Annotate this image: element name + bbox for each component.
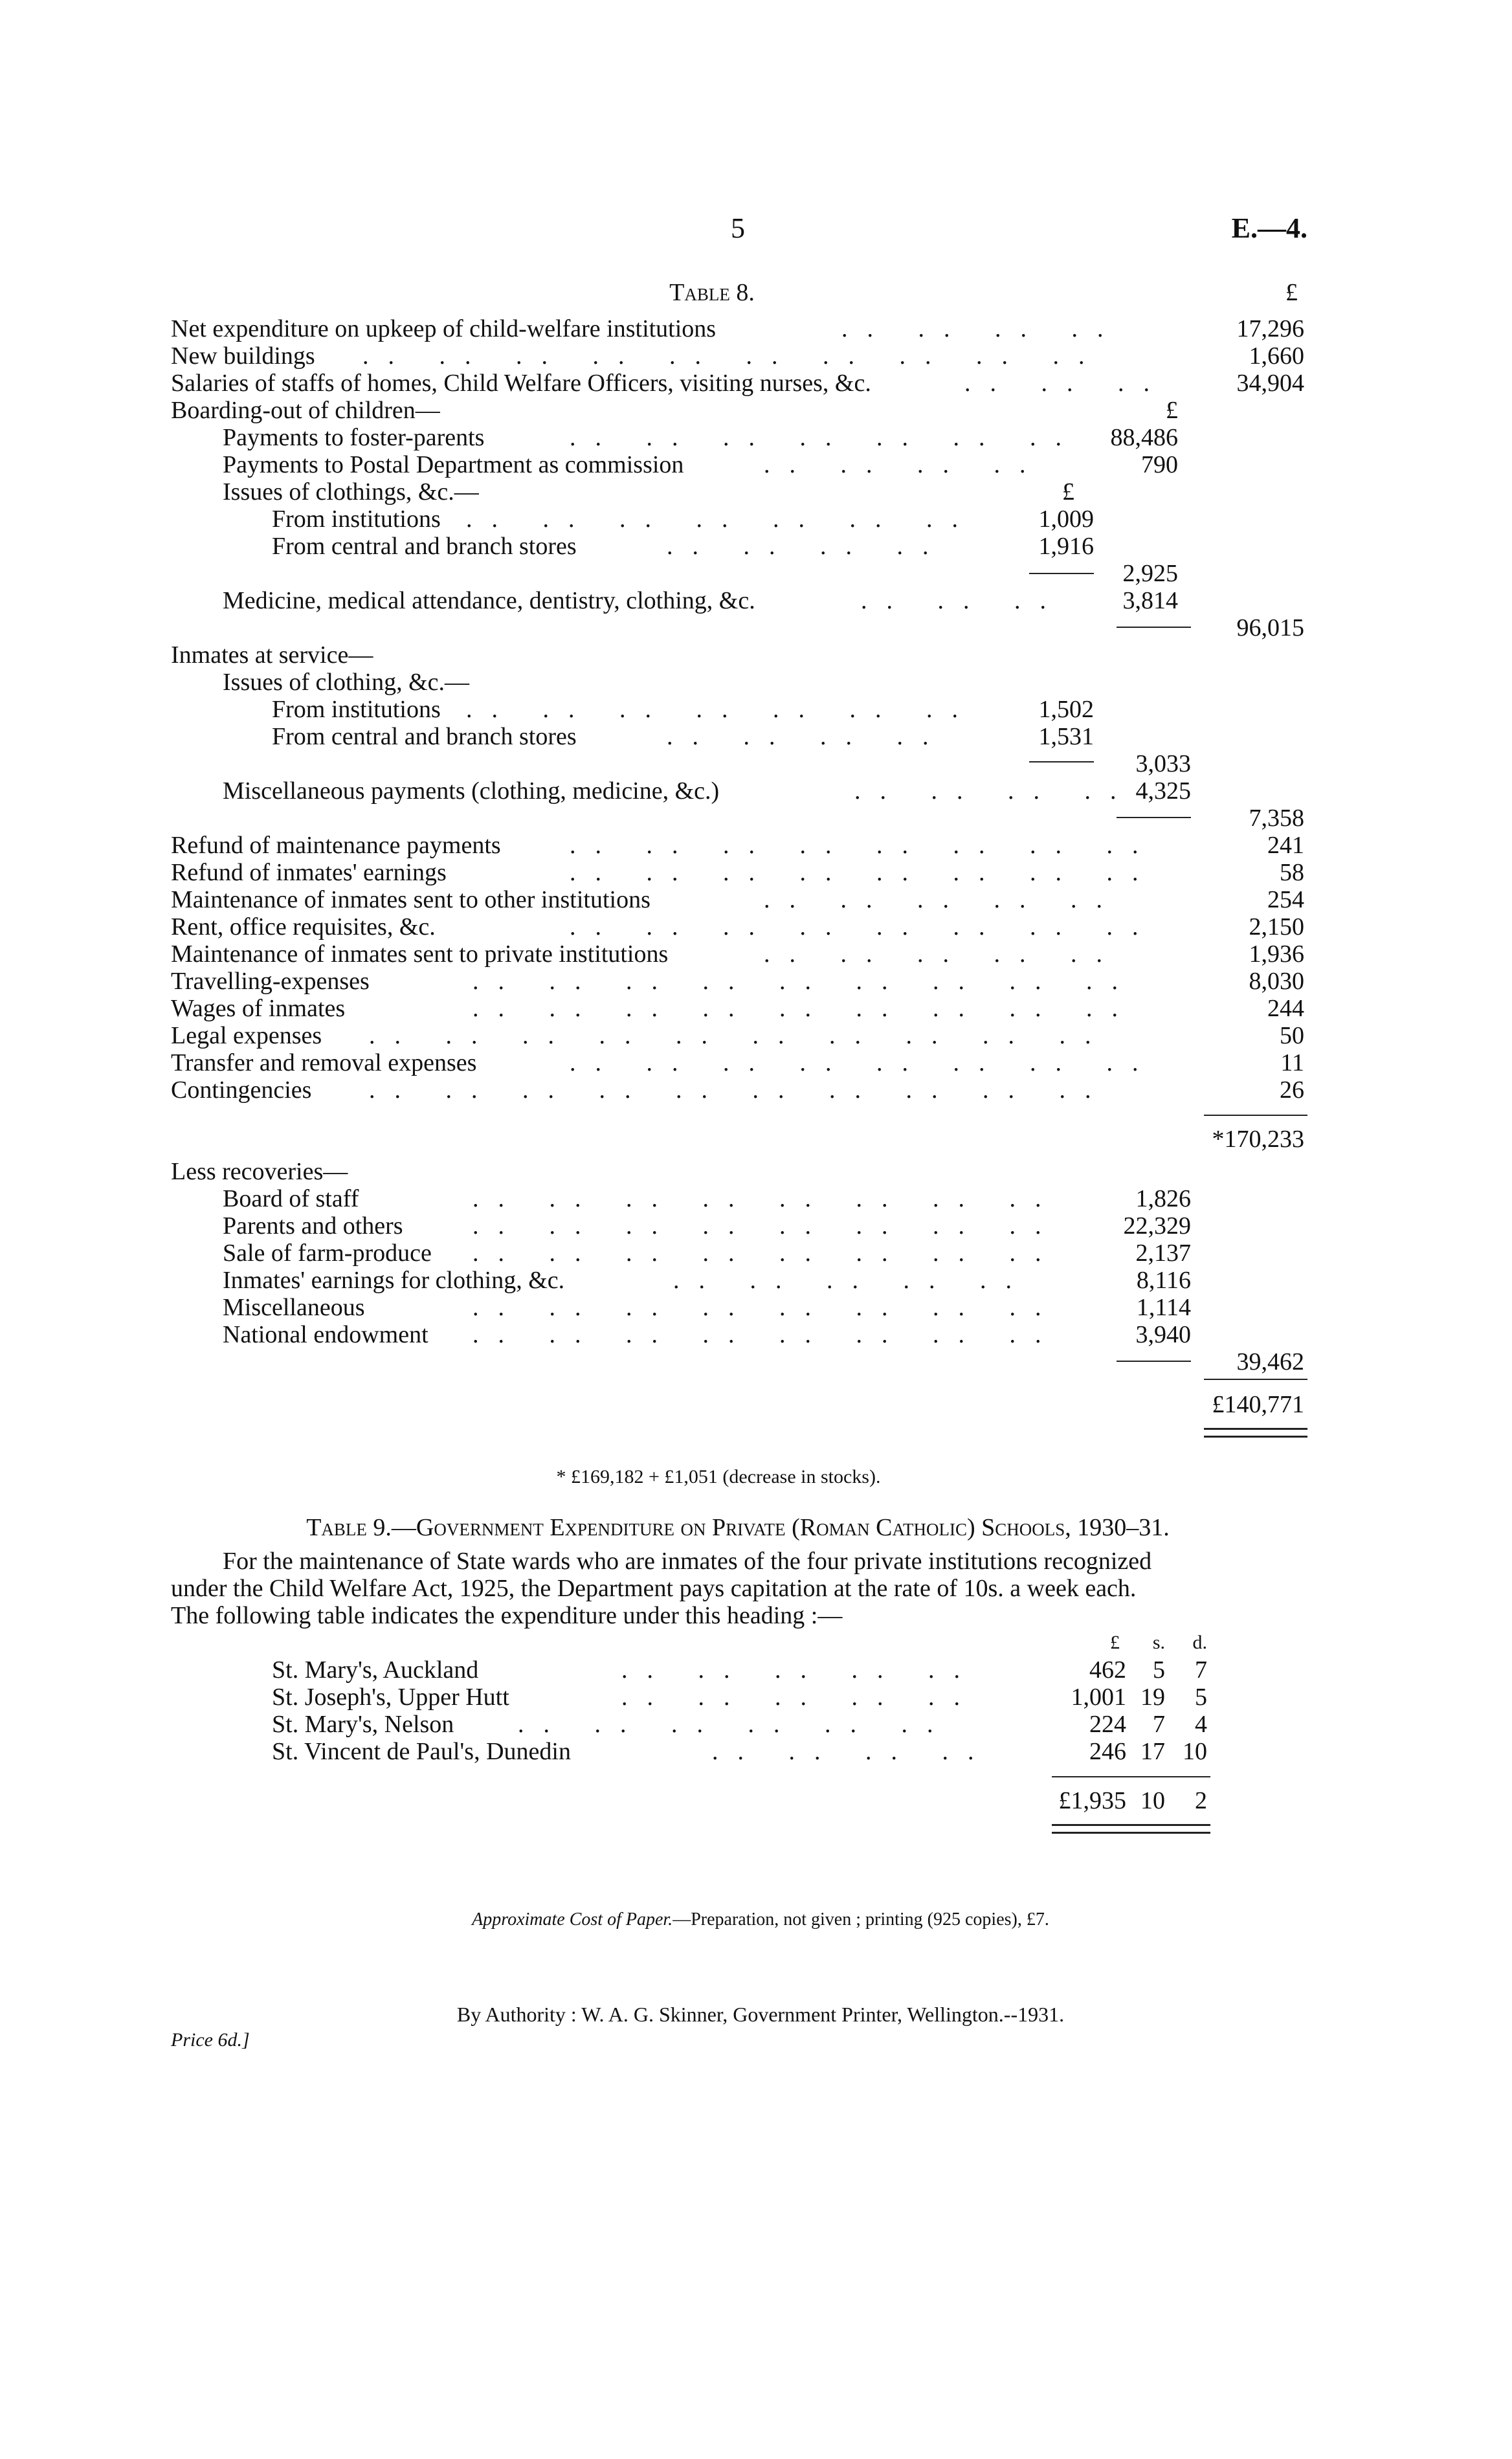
table-8-title: Table 8. (669, 279, 755, 306)
shillings-value: 5 (1153, 1656, 1165, 1684)
row-amount: 790 (1141, 451, 1178, 478)
leader-dots: .. .. .. .. .. .. .. .. (570, 859, 1158, 886)
total-pence: 2 (1195, 1787, 1207, 1814)
section-total: 96,015 (1236, 614, 1304, 641)
school-label: St. Joseph's, Upper Hutt (272, 1684, 509, 1711)
row-amount: 1,502 (1038, 696, 1094, 723)
leader-dots: .. .. .. .. .. (764, 940, 1122, 968)
leader-dots: .. .. .. .. .. .. .. .. (472, 1185, 1061, 1212)
row-label: Maintenance of inmates sent to other institutions (171, 886, 650, 913)
authority-line: By Authority : W. A. G. Skinner, Government Printer, Wellington.--1931. (456, 2003, 1065, 2026)
row-label: New buildings (171, 342, 315, 370)
cost-of-paper (324, 1907, 1197, 1933)
row-label: From institutions (272, 696, 441, 723)
pence-value: 5 (1195, 1684, 1207, 1711)
leader-dots: .. .. .. .. .. .. .. .. (472, 1294, 1061, 1321)
leader-dots: .. .. .. .. .. .. .. .. (570, 1049, 1158, 1076)
leader-dots: .. .. .. .. (667, 533, 948, 560)
row-label: National endowment (223, 1321, 428, 1348)
leader-dots: .. .. .. .. .. .. .. .. (472, 1321, 1061, 1348)
leader-dots: .. .. .. .. .. .. .. .. (472, 1240, 1061, 1267)
row-amount: 254 (1267, 886, 1304, 913)
total-pounds: £1,935 (1058, 1787, 1126, 1814)
rule (1204, 1115, 1307, 1116)
leader-dots: .. .. .. .. .. (673, 1267, 1031, 1294)
document-reference: E.—4. (1231, 212, 1307, 244)
row-amount: 88,486 (1110, 424, 1178, 451)
leader-dots: .. .. .. .. .. .. .. .. .. .. (369, 1076, 1111, 1104)
row-amount: 1,114 (1136, 1294, 1191, 1321)
row-amount: 1,531 (1038, 723, 1094, 750)
section-heading: Boarding-out of children— (171, 397, 440, 424)
row-amount: 11 (1280, 1049, 1304, 1076)
row-amount: 1,916 (1038, 533, 1094, 560)
table-8-footnote: * £169,182 + £1,051 (decrease in stocks). (556, 1466, 881, 1487)
row-amount: 1,660 (1249, 342, 1304, 370)
leader-dots: .. .. .. .. .. .. .. .. .. (472, 995, 1137, 1022)
pounds-value: 246 (1089, 1738, 1126, 1765)
leader-dots: .. .. .. .. .. .. .. .. .. .. (369, 1022, 1111, 1049)
section-heading: Inmates at service— (171, 641, 373, 669)
row-label: Contingencies (171, 1076, 312, 1104)
paragraph-line: For the maintenance of State wards who are inmates of the four private institutions recognized (223, 1548, 1152, 1575)
paragraph-line: The following table indicates the expenditure under this heading :— (171, 1602, 843, 1629)
pounds-value: 462 (1089, 1656, 1126, 1684)
sub-heading: Issues of clothing, &c.— (223, 669, 470, 696)
leader-dots: .. .. .. .. (764, 451, 1045, 478)
leader-dots: .. .. .. (861, 587, 1065, 614)
shillings-value: 19 (1140, 1684, 1165, 1711)
row-label: From central and branch stores (272, 723, 577, 750)
school-label: St. Vincent de Paul's, Dunedin (272, 1738, 571, 1765)
row-amount: 26 (1280, 1076, 1304, 1104)
pounds-value: 1,001 (1071, 1684, 1126, 1711)
section-heading: Less recoveries— (171, 1158, 348, 1185)
school-label: St. Mary's, Nelson (272, 1711, 454, 1738)
pence-value: 4 (1195, 1711, 1207, 1738)
cost-label: Approximate Cost of Paper. (472, 1909, 673, 1930)
row-label: Maintenance of inmates sent to private institutions (171, 940, 669, 968)
rule (1117, 1361, 1191, 1362)
row-label: Parents and others (223, 1212, 403, 1240)
row-amount: 17,296 (1236, 315, 1304, 342)
row-label: Refund of maintenance payments (171, 832, 501, 859)
row-label: Board of staff (223, 1185, 359, 1212)
row-label: Net expenditure on upkeep of child-welfare institutions (171, 315, 717, 342)
row-amount: 34,904 (1236, 370, 1304, 397)
col-shillings-header: s. (1152, 1632, 1165, 1653)
row-label: Inmates' earnings for clothing, &c. (223, 1267, 565, 1294)
double-rule (1052, 1824, 1210, 1834)
leader-dots: .. .. .. .. .. (621, 1684, 979, 1711)
leader-dots: .. .. .. .. .. .. .. .. (472, 1212, 1061, 1240)
leader-dots: .. .. .. .. .. (764, 886, 1122, 913)
row-label: From institutions (272, 506, 441, 533)
row-amount: 2,137 (1135, 1240, 1191, 1267)
row-label: Payments to Postal Department as commission (223, 451, 684, 478)
row-amount: 50 (1280, 1022, 1304, 1049)
section-total: 7,358 (1249, 805, 1304, 832)
row-label: Rent, office requisites, &c. (171, 913, 436, 940)
col4-pound-sign: £ (1285, 279, 1298, 306)
row-amount: 1,936 (1249, 940, 1304, 968)
leader-dots: .. .. .. .. .. .. .. .. (570, 832, 1158, 859)
pence-value: 10 (1183, 1738, 1207, 1765)
gross-total: *170,233 (1212, 1126, 1304, 1153)
leader-dots: .. .. .. (964, 370, 1169, 397)
cost-text: —Preparation, not given ; printing (925 copies), £7. (673, 1909, 1049, 1930)
leader-dots: .. .. .. .. .. .. .. .. .. (472, 968, 1137, 995)
shillings-value: 7 (1153, 1711, 1165, 1738)
row-amount: 241 (1267, 832, 1304, 859)
school-label: St. Mary's, Auckland (272, 1656, 479, 1684)
paragraph-line: under the Child Welfare Act, 1925, the Department pays capitation at the rate of 10s. a week each. (171, 1575, 1137, 1602)
row-amount: 8,030 (1249, 968, 1304, 995)
row-amount: 58 (1280, 859, 1304, 886)
shillings-value: 17 (1140, 1738, 1165, 1765)
leader-dots: .. .. .. .. (854, 777, 1136, 805)
rule (1052, 1776, 1210, 1777)
leader-dots: .. .. .. .. .. .. .. .. (570, 913, 1158, 940)
leader-dots: .. .. .. .. .. .. .. (466, 696, 977, 723)
leader-dots: .. .. .. .. (712, 1738, 994, 1765)
rule (1117, 817, 1191, 818)
section-total: 39,462 (1236, 1348, 1304, 1375)
rule (1117, 627, 1191, 628)
row-amount: 2,150 (1249, 913, 1304, 940)
row-label: From central and branch stores (272, 533, 577, 560)
col3-pound-sign: £ (1166, 397, 1178, 424)
rule (1204, 1379, 1307, 1380)
sub-heading: Issues of clothings, &c.— (223, 478, 479, 506)
row-label: Wages of inmates (171, 995, 346, 1022)
subtotal: 3,033 (1135, 750, 1191, 777)
net-total: £140,771 (1212, 1391, 1304, 1418)
double-rule (1204, 1428, 1307, 1438)
row-label: Legal expenses (171, 1022, 322, 1049)
row-label: Medicine, medical attendance, dentistry, clothing, &c. (223, 587, 755, 614)
row-amount: 3,814 (1122, 587, 1178, 614)
price: Price 6d.] (171, 2029, 250, 2051)
total-shillings: 10 (1140, 1787, 1165, 1814)
row-label: Travelling-expenses (171, 968, 370, 995)
row-amount: 1,826 (1135, 1185, 1191, 1212)
row-label: Transfer and removal expenses (171, 1049, 477, 1076)
row-label: Sale of farm-produce (223, 1240, 432, 1267)
row-amount: 3,940 (1135, 1321, 1191, 1348)
row-amount: 1,009 (1038, 506, 1094, 533)
pence-value: 7 (1195, 1656, 1207, 1684)
row-amount: 22,329 (1123, 1212, 1191, 1240)
leader-dots: .. .. .. .. .. (621, 1656, 979, 1684)
col-pence-header: d. (1192, 1632, 1207, 1653)
leader-dots: .. .. .. .. .. .. .. (466, 506, 977, 533)
row-label: Miscellaneous (223, 1294, 365, 1321)
row-label: Miscellaneous payments (clothing, medicine, &c.) (223, 777, 720, 805)
leader-dots: .. .. .. .. .. .. .. (570, 424, 1081, 451)
leader-dots: .. .. .. .. .. .. .. .. .. .. (362, 342, 1104, 370)
col-pounds-header: £ (1110, 1632, 1120, 1653)
table-9-title: Table 9.—Government Expenditure on Private (Roman Catholic) Schools, 1930–31. (306, 1514, 1170, 1541)
pounds-value: 224 (1089, 1711, 1126, 1738)
row-amount: 244 (1267, 995, 1304, 1022)
row-label: Payments to foster-parents (223, 424, 485, 451)
leader-dots: .. .. .. .. .. .. (518, 1711, 953, 1738)
page-number: 5 (731, 212, 745, 244)
row-amount: 4,325 (1135, 777, 1191, 805)
leader-dots: .. .. .. .. (667, 723, 948, 750)
subtotal: 2,925 (1122, 560, 1178, 587)
row-label: Refund of inmates' earnings (171, 859, 447, 886)
row-amount: 8,116 (1136, 1267, 1191, 1294)
leader-dots: .. .. .. .. (841, 315, 1123, 342)
row-label: Salaries of staffs of homes, Child Welfare Officers, visiting nurses, &c. (171, 370, 871, 397)
col2-pound-sign: £ (1062, 478, 1074, 506)
